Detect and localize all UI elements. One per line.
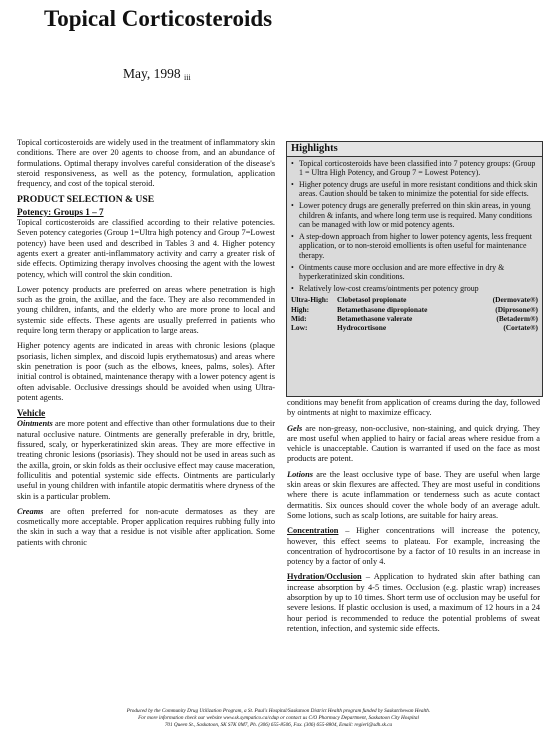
lotions-paragraph xyxy=(287,470,540,521)
hydration-label: Hydration/Occlusion xyxy=(287,572,362,582)
potency-table xyxy=(291,295,538,332)
page-title: Topical Corticosteroids xyxy=(44,6,273,31)
intro-paragraph: Topical corticosteroids are widely used in the treatment of inflammatory skin conditions. There are over 20 agents to choose from, and an abundance of formulations. Optimal therapy involves careful consideration of the disease's steroid responsiveness, as well as the potency, formulation, application frequency, and cost of the topical steroid. xyxy=(17,138,275,189)
concentration-text: – Higher concentrations will increase the potency, however, this effect seems to plateau. For example, increasing the concentration of hydrocortisone by a factor of 10 results in an increase in potency by a factor of only 4. xyxy=(287,526,540,567)
lotions-text: are the least occlusive type of base. They are useful when large skin areas or skin flexures are affected. They are most useful in conditions where there is acute inflammation or tenderness such as acute contact dermatitis. Six ounces should cover the whole body of an average adult. Some lotions, such as scalp lotions, are suitable for hairy areas. xyxy=(287,469,540,520)
section-heading-product-selection: PRODUCT SELECTION & USE xyxy=(17,194,155,206)
potency-level: High: xyxy=(291,304,310,314)
potency-drug: Clobetasol propionate xyxy=(337,295,407,305)
potency-drug: Betamethasone valerate xyxy=(337,313,413,323)
potency-paragraph-3: Higher potency agents are indicated in areas with chronic lesions (plaque psoriasis, lichen simplex, and discoid lupis erythematosus) and areas where skin penetration is poor (such as the elbows, knees, palms, soles). After initial control is obtained, maintenance therapy with a lower potency agent is often advisable. Occlusive dressings should be avoided when using Ultra-potent agents. xyxy=(17,341,275,402)
potency-row xyxy=(291,305,538,314)
concentration-label: Concentration xyxy=(287,526,339,536)
right-column xyxy=(287,398,540,639)
footer-line: For more information check our website www.sk.sympatico.ca/cdup or contact us C/O Pharmacy Department, Saskatoon City Hospital xyxy=(138,715,419,721)
potency-row xyxy=(291,314,538,323)
potency-level: Low: xyxy=(291,323,308,333)
creams-text: are often preferred for non-acute dermatoses as they are cosmetically more acceptable. Proper application requires rubbing fully into the skin in such a way that a residue is not visible after application. Some patients with chronic xyxy=(17,506,275,547)
lotions-label: Lotions xyxy=(287,469,313,479)
issue-date xyxy=(123,66,191,82)
potency-brand: (Diprosone®) xyxy=(495,304,538,314)
potency-brand: (Betaderm®) xyxy=(496,313,538,323)
ointments-paragraph xyxy=(17,419,275,501)
potency-row xyxy=(291,323,538,332)
potency-heading: Potency: Groups 1 – 7 xyxy=(17,206,104,217)
gels-text: are non-greasy, non-occlusive, non-staining, and quick drying. They are most useful when applied to hairy or facial areas where residue from a vehicle is unacceptable. Caution is warranted if used on the face as most products are potent. xyxy=(287,423,540,464)
hydration-text: – Application to hydrated skin after bathing can increase absorption by 4-5 times. Occlusion (e.g. plastic wrap) increases absorption by up to 10 times. Short term use of occlusion may be useful for severe lesions. If plastic occlusion is used, a maximum of 12 hours in a 24 hour period is recommended to reduce the potential problems of sweat retention, infection, and systemic side effects. xyxy=(287,572,541,633)
ointments-label: Ointments xyxy=(17,419,53,429)
highlight-item: • Ointments cause more occlusion and are more effective in dry & hyperkeratinized skin conditions. xyxy=(291,263,538,282)
highlight-item: • Lower potency drugs are generally preferred on thin skin areas, in young children & infants, and where long term use is required. Many conditions can be managed with low or mid potency agents. xyxy=(291,201,538,230)
issue-number: iii xyxy=(184,73,191,82)
creams-label: Creams xyxy=(17,506,44,516)
footer-line: Produced by the Community Drug Utilization Program, a St. Paul's Hospital/Saskatoon District Health program funded by Saskatchewan Health. xyxy=(126,708,431,714)
hydration-paragraph xyxy=(287,572,540,634)
date-text: May, 1998 xyxy=(123,66,181,81)
potency-level: Ultra-High: xyxy=(291,295,329,305)
page-footer xyxy=(20,708,537,729)
potency-row xyxy=(291,295,538,304)
potency-brand: (Dermovate®) xyxy=(492,295,538,305)
highlight-item: • Higher potency drugs are useful in more resistant conditions and thick skin areas. Caution should be taken to minimize the potential for side effects. xyxy=(291,180,538,199)
left-column xyxy=(17,138,275,553)
potency-level: Mid: xyxy=(291,313,307,323)
potency-drug: Betamethasone dipropionate xyxy=(337,304,428,314)
creams-continued: conditions may benefit from application of creams during the day, followed by ointments at night to maximize efficacy. xyxy=(287,398,540,418)
highlight-item: • Topical corticosteroids have been classified into 7 potency groups: (Group 1 = Ultra High Potency, and Group 7 = Lowest Potency). xyxy=(291,159,538,178)
highlight-item: • A step-down approach from higher to lower potency agents, less frequent application, or to non-steroid emollients is often useful for maintenance therapy. xyxy=(291,232,538,261)
concentration-paragraph xyxy=(287,526,540,567)
potency-paragraph-2: Lower potency products are preferred on areas where penetration is high such as the groin, the axillae, and the face. They are also recommended in young children, infants, and the elderly who are more prone to local and systemic side effects. These agents are usually preferred in patients who require long term therapy or application to large areas. xyxy=(17,284,275,336)
potency-paragraph-1: Topical corticosteroids are classified according to their relative potencies. Seven potency categories (Group 1=Ultra high potency and Group 7=Lowest potency) have been used and described in Tables 3 and 4. Higher potency agents exert a greater anti-inflammatory activity and carry a greater risk of side effects. Optimizing therapy involves choosing the agent with the lowest potency, which will control the skin condition. xyxy=(17,218,275,279)
gels-label: Gels xyxy=(287,423,303,433)
potency-brand: (Cortate®) xyxy=(503,323,538,333)
highlights-heading: Highlights xyxy=(287,142,542,157)
footer-line: 701 Queen St., Saskatoon, SK S7K 0M7, Ph. (306) 655-8506, Fax. (306) 655-8804, Email: regierl@sdh.sk.ca xyxy=(164,722,393,728)
ointments-text: are more potent and effective than other formulations due to their natural occlusive nature. Ointments are generally preferable in dry, brittle, fissured, scaly, or hyperkeratinized skin areas. They are more effective in treating chronic lesions (psoriasis). They should not be used in areas such as the axilla, groin, or skin folds as their occlusive effect may cause maceration, folliculitis and potential systemic side effects. Ointments are particularly useful in young children with infantile atopic dermatitis where dryness of the skin is a particular problem. xyxy=(17,419,275,501)
highlight-item: • Relatively low-cost creams/ointments per potency group xyxy=(291,284,538,294)
gels-paragraph xyxy=(287,424,540,465)
potency-drug: Hydrocortisone xyxy=(337,323,387,333)
vehicle-heading: Vehicle xyxy=(17,408,46,419)
highlights-box xyxy=(286,141,543,397)
highlights-list xyxy=(291,159,538,294)
creams-paragraph xyxy=(17,507,275,548)
